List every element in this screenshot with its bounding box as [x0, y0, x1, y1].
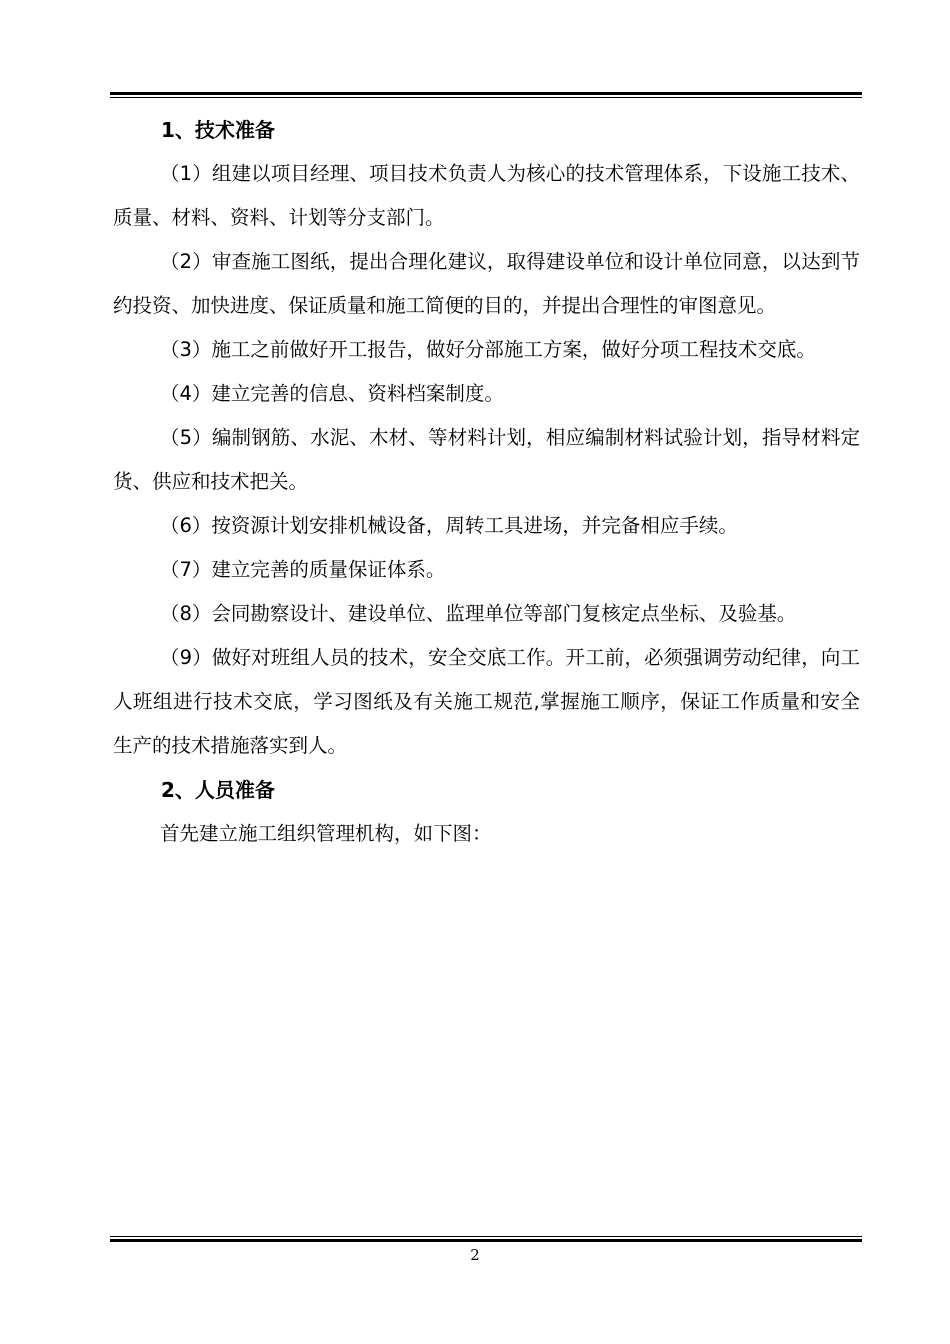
- paragraph-item-3: （3）施工之前做好开工报告，做好分部施工方案，做好分项工程技术交底。: [160, 338, 816, 361]
- document-body: [113, 108, 860, 856]
- footer-rule-thick: [110, 1239, 862, 1242]
- paragraph-org-intro: 首先建立施工组织管理机构，如下图：: [160, 822, 492, 845]
- header-rule: [110, 92, 862, 98]
- section-heading-personnel-prep: 2、人员准备: [161, 778, 275, 802]
- footer-rule-thin: [110, 1236, 862, 1237]
- paragraph-item-4: （4）建立完善的信息、资料档案制度。: [160, 382, 504, 405]
- paragraph-item-5: （5）编制钢筋、水泥、木材、等材料计划，相应编制材料试验计划，指导材料定货、供应和技术把关。: [113, 426, 860, 493]
- header-rule-thin: [110, 97, 862, 98]
- paragraph-item-6: （6）按资源计划安排机械设备，周转工具进场，并完备相应手续。: [160, 514, 738, 537]
- footer-rule: [110, 1236, 862, 1242]
- paragraph-item-9: （9）做好对班组人员的技术，安全交底工作。开工前，必须强调劳动纪律，向工人班组进行技术交底，学习图纸及有关施工规范,掌握施工顺序，保证工作质量和安全生产的技术措施落实到人。: [113, 646, 860, 757]
- section-heading-technical-prep: 1、技术准备: [161, 118, 275, 142]
- page-number: 2: [470, 1246, 480, 1264]
- paragraph-item-2: （2）审查施工图纸，提出合理化建议，取得建设单位和设计单位同意，以达到节约投资、加快进度、保证质量和施工简便的目的，并提出合理性的审图意见。: [113, 250, 860, 317]
- paragraph-item-1: （1）组建以项目经理、项目技术负责人为核心的技术管理体系，下设施工技术、质量、材料、资料、计划等分支部门。: [113, 162, 860, 229]
- header-rule-thick: [110, 92, 862, 95]
- paragraph-item-8: （8）会同勘察设计、建设单位、监理单位等部门复核定点坐标、及验基。: [160, 602, 797, 625]
- paragraph-item-7: （7）建立完善的质量保证体系。: [160, 558, 446, 581]
